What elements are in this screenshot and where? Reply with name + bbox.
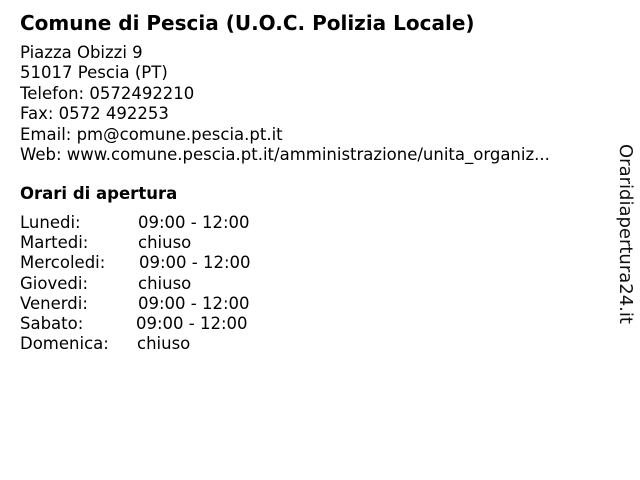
fax-number: Fax: 0572 492253 (20, 104, 169, 124)
hours-day: Venerdi: (20, 293, 88, 313)
contact-block (20, 43, 550, 165)
hours-day: Giovedi: (20, 273, 88, 293)
hours-day: Domenica: (20, 334, 109, 354)
hours-day: Mercoledi: (20, 253, 106, 273)
site-watermark: Oraridiapertura24.it (615, 144, 636, 324)
address-street: Piazza Obizzi 9 (20, 43, 143, 62)
hours-time: chiuso (138, 273, 192, 293)
phone-number: Telefon: 0572492210 (20, 83, 195, 103)
opening-hours-heading: Orari di apertura (20, 184, 178, 203)
email-address: Email: pm@comune.pescia.pt.it (20, 124, 283, 144)
hours-day: Martedi: (20, 233, 89, 253)
hours-time: chiuso (138, 233, 192, 253)
hours-time: 09:00 - 12:00 (138, 213, 250, 232)
address-city: 51017 Pescia (PT) (20, 63, 168, 83)
hours-time: 09:00 - 12:00 (138, 293, 250, 313)
hours-time: chiuso (137, 334, 191, 354)
hours-time: 09:00 - 12:00 (139, 253, 251, 273)
hours-day: Sabato: (20, 313, 84, 333)
page-title: Comune di Pescia (U.O.C. Polizia Locale) (20, 11, 475, 35)
website-url: Web: www.comune.pescia.pt.it/amministrazione/unita_organiz... (20, 145, 550, 165)
hours-day: Lunedi: (20, 213, 81, 232)
hours-time: 09:00 - 12:00 (136, 313, 248, 333)
